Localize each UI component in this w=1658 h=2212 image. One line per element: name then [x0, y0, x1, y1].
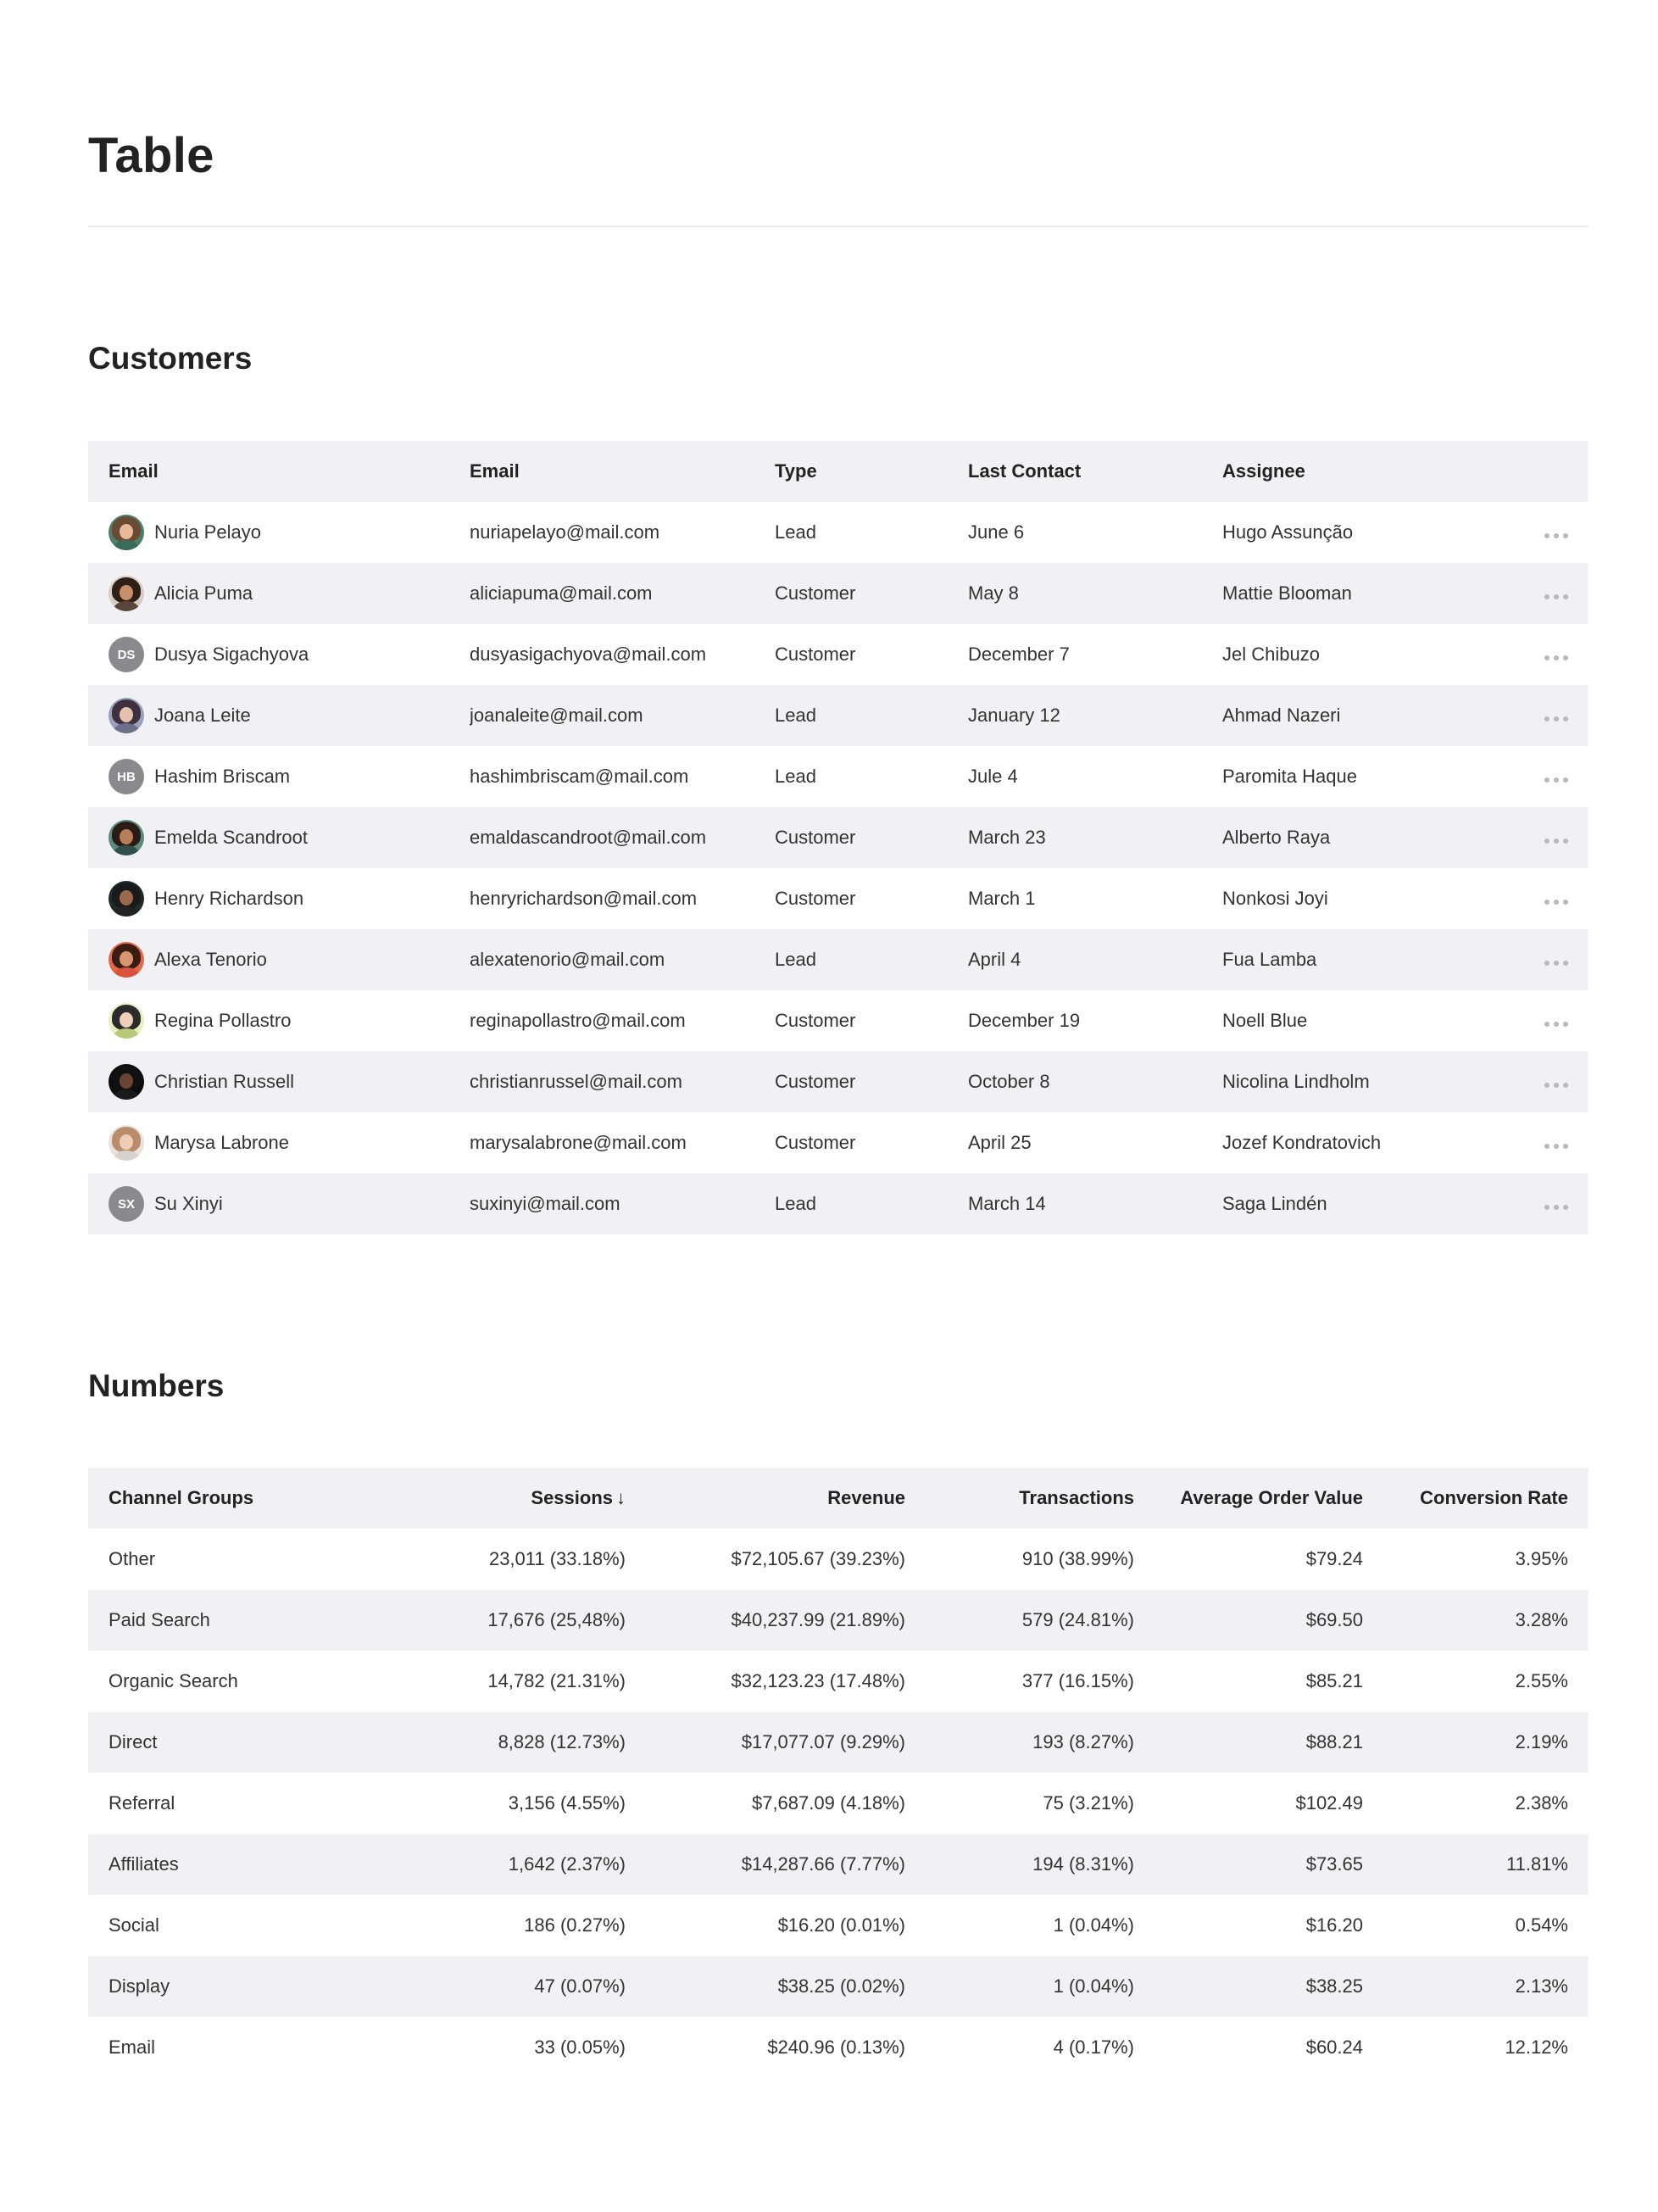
customer-email: henryrichardson@mail.com: [470, 888, 698, 909]
revenue-cell: $7,687.09 (4.18%): [751, 1792, 905, 1814]
customer-type: Lead: [775, 685, 968, 746]
average-order-value-cell: $60.24: [1305, 2036, 1363, 2058]
customer-last-contact: May 8: [968, 563, 1222, 624]
column-header-label: Sessions: [531, 1487, 613, 1508]
avatar: SX: [108, 1186, 144, 1222]
column-header[interactable]: Transactions: [905, 1468, 1134, 1529]
customer-email: emaldascandroot@mail.com: [470, 807, 775, 868]
conversion-rate-cell: 2.38%: [1515, 1792, 1568, 1814]
customer-type: Customer: [775, 644, 856, 665]
channel-group-cell: Paid Search: [88, 1590, 368, 1651]
customer-email: alexatenorio@mail.com: [470, 929, 775, 990]
row-actions-cell: [1494, 807, 1588, 868]
avatar: [108, 942, 144, 978]
customer-name-cell: [88, 502, 470, 563]
customer-name: [108, 990, 470, 1051]
customer-last-contact: December 7: [968, 644, 1070, 665]
customer-assignee: Hugo Assunção: [1222, 521, 1354, 543]
average-order-value-cell: $85.21: [1305, 1670, 1363, 1691]
column-header[interactable]: Channel Groups: [88, 1468, 368, 1529]
title-divider: [88, 226, 1588, 227]
customer-type: Lead: [775, 1173, 968, 1234]
table-row[interactable]: [88, 1956, 1588, 2017]
revenue-cell: $14,287.66 (7.77%): [626, 1834, 905, 1895]
customer-name: [108, 868, 470, 929]
conversion-rate-cell: 11.81%: [1363, 1834, 1588, 1895]
customer-name: [108, 807, 470, 868]
customer-name: [108, 502, 470, 563]
table-row[interactable]: [88, 807, 1588, 868]
average-order-value-cell: $69.50: [1134, 1590, 1363, 1651]
customer-email: reginapollastro@mail.com: [470, 1010, 686, 1031]
customer-name-cell: [88, 1112, 470, 1173]
table-row[interactable]: [88, 624, 1588, 685]
row-actions-cell: [1494, 746, 1588, 807]
channel-group-cell: Referral: [108, 1792, 175, 1814]
revenue-cell: $16.20 (0.01%): [777, 1914, 905, 1936]
column-header-sessions[interactable]: [368, 1468, 626, 1529]
sessions-cell: 33 (0.05%): [534, 2036, 626, 2058]
avatar: [108, 515, 144, 550]
avatar: [108, 820, 144, 855]
conversion-rate-cell: 2.19%: [1363, 1712, 1588, 1773]
conversion-rate-cell: 0.54%: [1515, 1914, 1568, 1936]
avatar: [108, 1125, 144, 1161]
row-actions-cell: [1494, 990, 1588, 1051]
customer-name-label: Regina Pollastro: [154, 1010, 292, 1031]
average-order-value-cell: $16.20: [1305, 1914, 1363, 1936]
channel-group-cell: Direct: [88, 1712, 368, 1773]
revenue-cell: $38.25 (0.02%): [626, 1956, 905, 2017]
table-row[interactable]: [88, 990, 1588, 1051]
more-horizontal-icon[interactable]: [1544, 1081, 1568, 1089]
customer-assignee: Nonkosi Joyi: [1222, 888, 1328, 909]
customer-email: aliciapuma@mail.com: [470, 563, 775, 624]
numbers-table: [88, 1468, 1588, 2078]
more-horizontal-icon[interactable]: [1544, 593, 1568, 601]
customer-name: [108, 746, 470, 807]
revenue-cell: $32,123.23 (17.48%): [731, 1670, 905, 1691]
table-row[interactable]: [88, 1051, 1588, 1112]
table-row[interactable]: [88, 685, 1588, 746]
transactions-cell: 910 (38.99%): [1021, 1548, 1134, 1569]
customer-name: [108, 929, 470, 990]
customer-last-contact: March 1: [968, 888, 1036, 909]
conversion-rate-cell: 3.95%: [1515, 1548, 1568, 1569]
more-horizontal-icon[interactable]: [1544, 654, 1568, 662]
customer-assignee: Ahmad Nazeri: [1222, 685, 1494, 746]
customer-type: Customer: [775, 1010, 856, 1031]
table-row[interactable]: [88, 1173, 1588, 1234]
row-actions-cell: [1494, 624, 1588, 685]
row-actions-cell: [1494, 1173, 1588, 1234]
more-horizontal-icon[interactable]: [1544, 776, 1568, 784]
customer-name-cell: [88, 929, 470, 990]
sessions-cell: 186 (0.27%): [524, 1914, 626, 1936]
column-header[interactable]: Average Order Value: [1134, 1468, 1363, 1529]
channel-group-cell: Social: [108, 1914, 159, 1936]
more-horizontal-icon[interactable]: [1544, 898, 1568, 906]
numbers-header-row: [88, 1468, 1588, 1529]
customer-last-contact: Jule 4: [968, 766, 1018, 787]
customer-type: Customer: [775, 1051, 968, 1112]
customer-name: [108, 563, 470, 624]
more-horizontal-icon[interactable]: [1544, 715, 1568, 723]
customer-name: [108, 1173, 470, 1234]
sessions-cell: 14,782 (21.31%): [487, 1670, 626, 1691]
customer-last-contact: October 8: [968, 1051, 1222, 1112]
customer-type: Lead: [775, 766, 816, 787]
customer-type: Customer: [775, 807, 968, 868]
customer-name-label: Alicia Puma: [154, 582, 253, 604]
customer-assignee: Saga Lindén: [1222, 1173, 1494, 1234]
row-actions-cell: [1494, 929, 1588, 990]
row-actions-cell: [1494, 563, 1588, 624]
customer-last-contact: March 14: [968, 1173, 1222, 1234]
table-row[interactable]: [88, 563, 1588, 624]
customer-type: Customer: [775, 563, 968, 624]
transactions-cell: 377 (16.15%): [1021, 1670, 1134, 1691]
customer-name-cell: [88, 624, 470, 685]
customer-name-cell: [88, 1173, 470, 1234]
column-header[interactable]: Revenue: [626, 1468, 905, 1529]
customer-email: marysalabrone@mail.com: [470, 1132, 687, 1153]
conversion-rate-cell: 12.12%: [1505, 2036, 1568, 2058]
avatar: [108, 698, 144, 733]
customer-name: [108, 1051, 470, 1112]
more-horizontal-icon[interactable]: [1544, 1020, 1568, 1028]
transactions-cell: 579 (24.81%): [905, 1590, 1134, 1651]
sessions-cell: 1,642 (2.37%): [368, 1834, 626, 1895]
sessions-cell: 23,011 (33.18%): [488, 1548, 626, 1569]
customer-name-label: Joana Leite: [154, 705, 251, 726]
more-horizontal-icon[interactable]: [1544, 532, 1568, 540]
customer-type: Lead: [775, 929, 968, 990]
customer-last-contact: December 19: [968, 1010, 1081, 1031]
customer-name-label: Nuria Pelayo: [154, 521, 261, 543]
customer-assignee: Noell Blue: [1222, 1010, 1308, 1031]
sessions-cell: 17,676 (25,48%): [368, 1590, 626, 1651]
average-order-value-cell: $79.24: [1305, 1548, 1363, 1569]
table-row[interactable]: [88, 1712, 1588, 1773]
customer-assignee: Paromita Haque: [1222, 766, 1357, 787]
channel-group-cell: Email: [108, 2036, 156, 2058]
customer-name-cell: [88, 685, 470, 746]
revenue-cell: $17,077.07 (9.29%): [626, 1712, 905, 1773]
customer-email: hashimbriscam@mail.com: [470, 766, 689, 787]
customer-last-contact: April 4: [968, 929, 1222, 990]
column-header-actions: [1494, 441, 1588, 502]
transactions-cell: 4 (0.17%): [1053, 2036, 1134, 2058]
customer-name: [108, 685, 470, 746]
column-header[interactable]: Last Contact: [968, 441, 1222, 502]
transactions-cell: 75 (3.21%): [1043, 1792, 1134, 1814]
avatar: [108, 1003, 144, 1039]
customer-name-cell: [88, 990, 470, 1051]
avatar: [108, 881, 144, 917]
channel-group-cell: Affiliates: [88, 1834, 368, 1895]
customer-assignee: Fua Lamba: [1222, 929, 1494, 990]
conversion-rate-cell: 2.55%: [1515, 1670, 1568, 1691]
column-header[interactable]: Email: [88, 441, 470, 502]
avatar: [108, 1064, 144, 1100]
customer-name-label: Emelda Scandroot: [154, 827, 308, 848]
row-actions-cell: [1494, 1112, 1588, 1173]
customer-email: nuriapelayo@mail.com: [470, 521, 660, 543]
column-header[interactable]: Email: [470, 441, 775, 502]
customer-assignee: Nicolina Lindholm: [1222, 1051, 1494, 1112]
customer-assignee: Alberto Raya: [1222, 807, 1494, 868]
customer-type: Customer: [775, 1132, 856, 1153]
customer-assignee: Jozef Kondratovich: [1222, 1132, 1382, 1153]
customer-last-contact: March 23: [968, 807, 1222, 868]
average-order-value-cell: $38.25: [1134, 1956, 1363, 2017]
avatar: DS: [108, 637, 144, 672]
customers-section-title: Customers: [88, 341, 253, 376]
column-header[interactable]: Conversion Rate: [1363, 1468, 1588, 1529]
numbers-section-title: Numbers: [88, 1368, 225, 1403]
revenue-cell: $40,237.99 (21.89%): [626, 1590, 905, 1651]
customer-name-cell: [88, 563, 470, 624]
transactions-cell: 193 (8.27%): [905, 1712, 1134, 1773]
customer-name: [108, 624, 470, 685]
table-row[interactable]: [88, 502, 1588, 563]
table-row[interactable]: [88, 746, 1588, 807]
customer-name-cell: [88, 868, 470, 929]
row-actions-cell: [1494, 868, 1588, 929]
customer-name-label: Marysa Labrone: [154, 1132, 289, 1153]
table-row[interactable]: [88, 1773, 1588, 1834]
customer-name-cell: [88, 807, 470, 868]
table-row[interactable]: [88, 1895, 1588, 1956]
average-order-value-cell: $102.49: [1295, 1792, 1363, 1814]
customer-name-label: Dusya Sigachyova: [154, 644, 309, 665]
revenue-cell: $72,105.67 (39.23%): [731, 1548, 905, 1569]
row-actions-cell: [1494, 502, 1588, 563]
row-actions-cell: [1494, 1051, 1588, 1112]
customer-email: dusyasigachyova@mail.com: [470, 644, 707, 665]
table-row[interactable]: [88, 1651, 1588, 1712]
table-row[interactable]: [88, 929, 1588, 990]
revenue-cell: $240.96 (0.13%): [767, 2036, 905, 2058]
customer-assignee: Jel Chibuzo: [1222, 644, 1320, 665]
customers-header-row: [88, 441, 1588, 502]
customer-name-label: Alexa Tenorio: [154, 949, 267, 970]
sessions-cell: 3,156 (4.55%): [508, 1792, 626, 1814]
customer-assignee: Mattie Blooman: [1222, 563, 1494, 624]
customer-name-label: Christian Russell: [154, 1071, 295, 1092]
transactions-cell: 194 (8.31%): [905, 1834, 1134, 1895]
customer-type: Customer: [775, 888, 856, 909]
customer-email: joanaleite@mail.com: [470, 685, 775, 746]
more-horizontal-icon[interactable]: [1544, 837, 1568, 845]
table-row[interactable]: [88, 1112, 1588, 1173]
customer-name-label: Hashim Briscam: [154, 766, 291, 787]
arrow-down-icon[interactable]: ↓: [616, 1487, 626, 1508]
transactions-cell: 1 (0.04%): [1053, 1914, 1134, 1936]
column-header[interactable]: Assignee: [1222, 441, 1494, 502]
customer-name-label: Henry Richardson: [154, 888, 304, 909]
customer-name-label: Su Xinyi: [154, 1193, 223, 1214]
customer-name-cell: [88, 746, 470, 807]
sessions-cell: 8,828 (12.73%): [368, 1712, 626, 1773]
customer-name: [108, 1112, 470, 1173]
column-header[interactable]: Type: [775, 441, 968, 502]
customer-last-contact: June 6: [968, 521, 1025, 543]
table-row[interactable]: [88, 2017, 1588, 2078]
customers-table: [88, 441, 1588, 1234]
channel-group-cell: Other: [108, 1548, 156, 1569]
customer-type: Lead: [775, 521, 816, 543]
customer-email: suxinyi@mail.com: [470, 1173, 775, 1234]
table-row[interactable]: [88, 1529, 1588, 1590]
customer-email: christianrussel@mail.com: [470, 1051, 775, 1112]
channel-group-cell: Display: [88, 1956, 368, 2017]
customer-name-cell: [88, 1051, 470, 1112]
channel-group-cell: Organic Search: [108, 1670, 238, 1691]
transactions-cell: 1 (0.04%): [905, 1956, 1134, 2017]
more-horizontal-icon[interactable]: [1544, 1203, 1568, 1212]
customer-last-contact: January 12: [968, 685, 1222, 746]
conversion-rate-cell: 2.13%: [1363, 1956, 1588, 2017]
average-order-value-cell: $88.21: [1134, 1712, 1363, 1773]
customer-last-contact: April 25: [968, 1132, 1032, 1153]
sessions-cell: 47 (0.07%): [368, 1956, 626, 2017]
more-horizontal-icon[interactable]: [1544, 1142, 1568, 1151]
table-row[interactable]: [88, 1590, 1588, 1651]
table-row[interactable]: [88, 868, 1588, 929]
page-title: Table: [88, 128, 214, 183]
average-order-value-cell: $73.65: [1134, 1834, 1363, 1895]
avatar: [108, 576, 144, 611]
more-horizontal-icon[interactable]: [1544, 959, 1568, 967]
row-actions-cell: [1494, 685, 1588, 746]
conversion-rate-cell: 3.28%: [1363, 1590, 1588, 1651]
avatar: HB: [108, 759, 144, 794]
table-row[interactable]: [88, 1834, 1588, 1895]
